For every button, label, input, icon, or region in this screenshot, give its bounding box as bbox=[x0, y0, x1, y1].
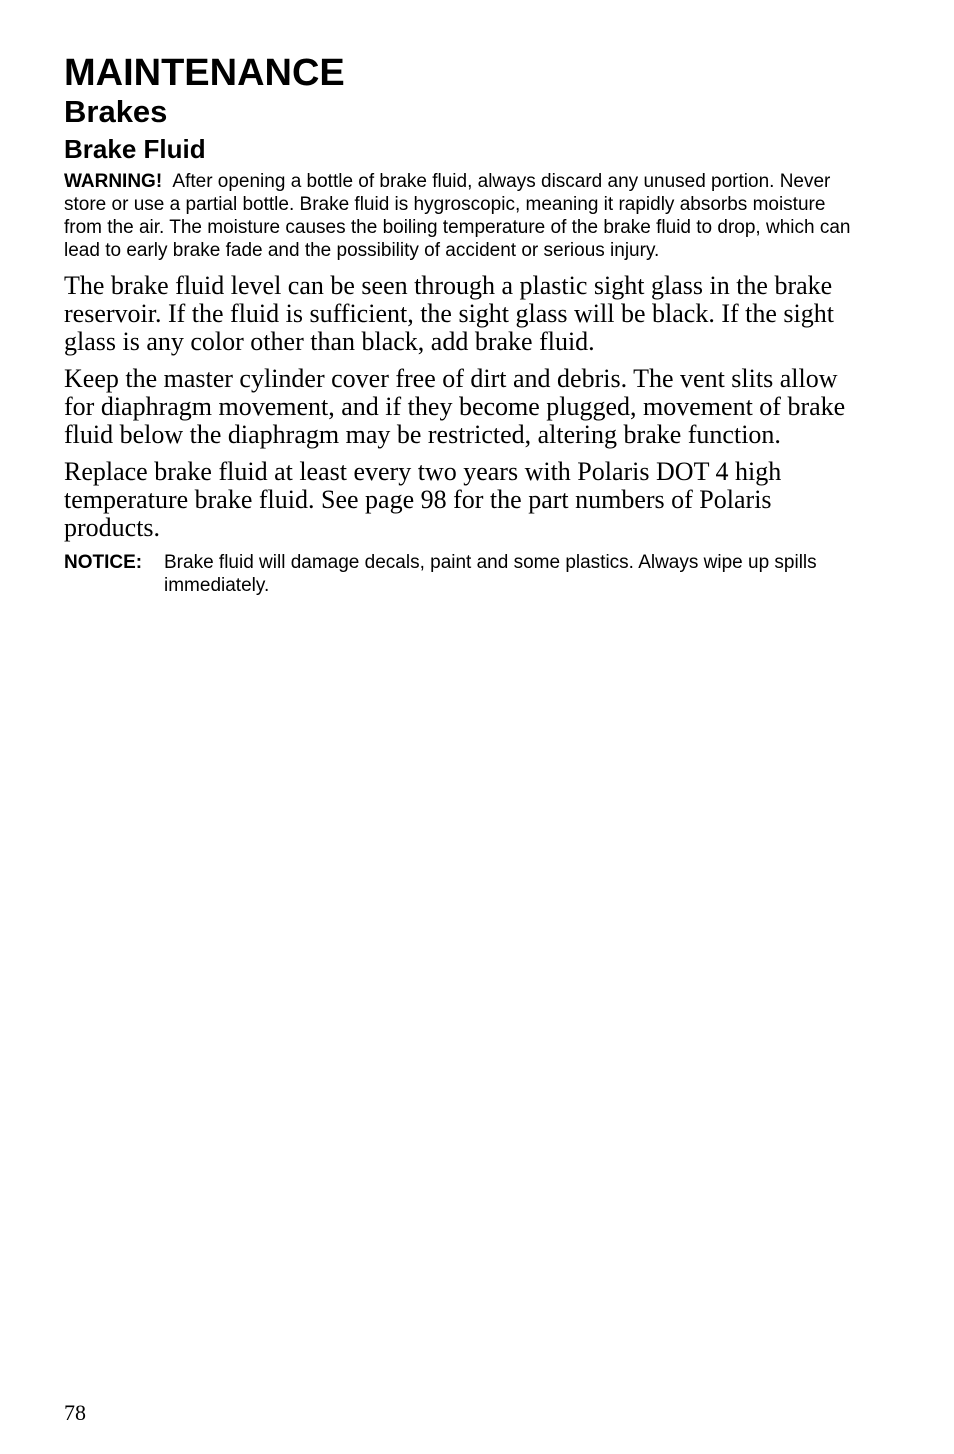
page-content bbox=[64, 52, 864, 597]
warning-text: After opening a bottle of brake fluid, always discard any unused portion. Never store or use a partial bottle. Brake fluid is hygroscopic, meaning it rapidly absorbs moisture from the air. The moisture causes the boiling temperature of the brake fluid to drop, which can lead to early brake fade and the possibility of accident or serious injury. bbox=[64, 171, 851, 261]
page-number: 78 bbox=[64, 1400, 86, 1425]
section-title: MAINTENANCE bbox=[64, 52, 345, 94]
notice-label: NOTICE: bbox=[64, 552, 143, 573]
warning-label: WARNING! bbox=[64, 171, 163, 192]
notice-text: Brake fluid will damage decals, paint and some plastics. Always wipe up spills immediately. bbox=[164, 552, 817, 596]
paragraph-sight-glass: The brake fluid level can be seen through a plastic sight glass in the brake reservoir. If the fluid is sufficient, the sight glass will be black. If the sight glass is any color other than black, add brake fluid. bbox=[64, 271, 834, 356]
paragraph-replace-fluid: Replace brake fluid at least every two years with Polaris DOT 4 high temperature brake fluid. See page 98 for the part numbers of Polaris products. bbox=[64, 457, 782, 542]
notice-block bbox=[64, 551, 864, 597]
paragraph-master-cylinder: Keep the master cylinder cover free of dirt and debris. The vent slits allow for diaphragm movement, and if they become plugged, movement of brake fluid below the diaphragm may be restricted, altering brake function. bbox=[64, 364, 846, 449]
warning-block bbox=[64, 170, 864, 262]
topic-title: Brake Fluid bbox=[64, 134, 206, 164]
subsection-title: Brakes bbox=[64, 94, 168, 129]
